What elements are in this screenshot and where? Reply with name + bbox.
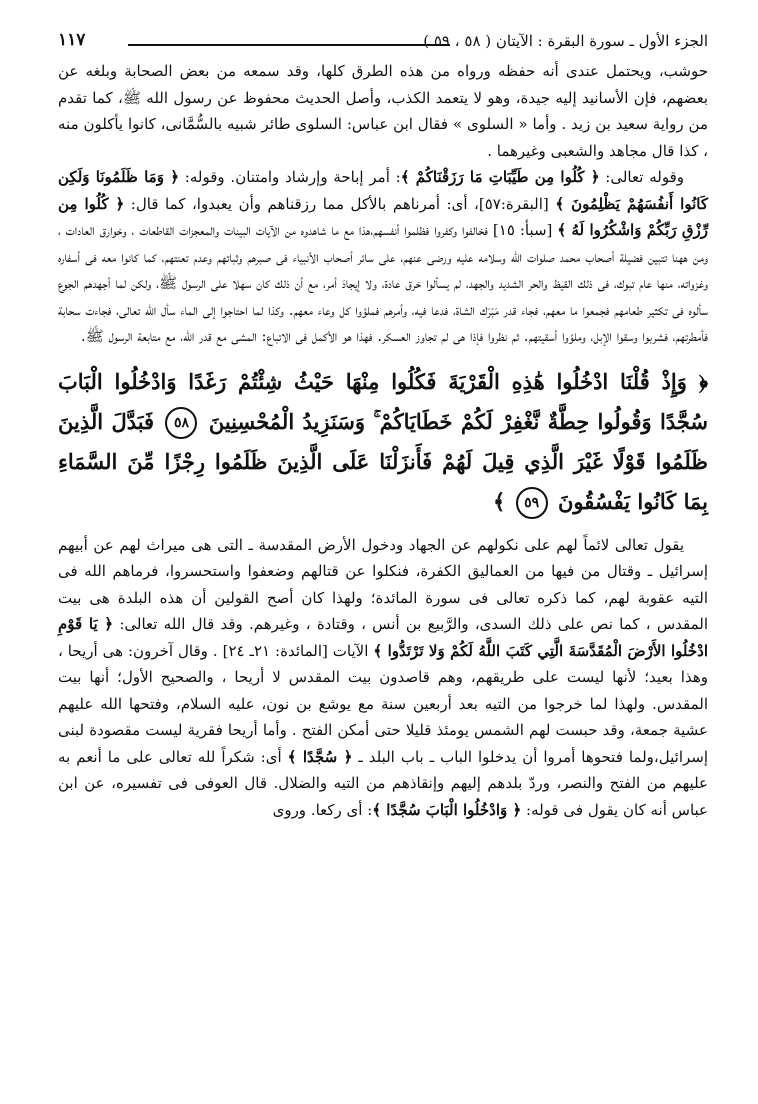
quran-verses-block xyxy=(58,362,708,522)
paragraph-3-text-d: : أى ركعا. وروى xyxy=(272,800,373,819)
paragraph-3-text-c: أى: شكراً لله تعالى على ما أنعم به عليهم من الفتح والنصر، وردّ بلدهم إليهم وإنقاذهم من التيه والضلال. قال العوفى فى تفسيره، عن ابن عباس أنه كان يقول فى قوله: xyxy=(58,747,708,819)
paragraph-2-text-d: [سبأ: ١٥] فخالفوا وكفروا فظلموا أنفسهم،هذا مع ما شاهدوه من الآيات البينات والمعجزات القاطعات ، وخوارق العادات ، ومن ههنا تتبين فضيلة أصحاب محمد صلوات الله وسلامه عليه ورضى عنهم، على سائر أصحاب الأنبياء فى صبرهم وثباتهم وعدم تعنتهم، كما كانوا معه فى أسفاره وغزواته، منها عام تبوك، فى ذلك القيظ والحر الشديد والجهد، لم يسألوا خرق عادة، ولا إيجادَ أمر، مع أن ذلك كان سهلا على الرسول ﷺ، ولكن لما أجهدهم الجوع سألوه فى تكثير طعامهم فجمعوا ما معهم، فجاء قدر مَبْرَك الشاة، فدعا فيه، وأمرهم فملؤوا كل وعاء معهم. وكذا لما احتاجوا إلى الماء سأل الله تعالى، فجاءت سحابة فأمطرتهم، فشربوا وسقوا الإبل، وملؤوا أسقيتهم. ثم نظروا فإذا هى لم تجاوز العسكر. فهذا هو الأكمل فى الاتباع: المشى مع قدر الله، مع متابعة الرسول ﷺ. xyxy=(58,221,708,345)
ayah-marker-59: ٥٩ xyxy=(516,487,548,519)
page-number: ١١٧ xyxy=(58,30,86,50)
quran-quote-4: ﴿ يَا قَوْمِ ادْخُلُوا الأَرْضَ الْمُقَدَّسَةَ الَّتِي كَتَبَ اللَّهُ لَكُمْ وَلا تَرْتَدُّوا ﴾ xyxy=(58,615,709,660)
paragraph-2-text-c: [البقرة:٥٧]، أى: أمرناهم بالأكل مما رزقناهم وأن يعبدوا، كما قال: xyxy=(124,194,556,213)
verse-59-text: فَبَدَّلَ الَّذِينَ ظَلَمُوا قَوْلًا غَيْرَ الَّذِي قِيلَ لَهُمْ فَأَنزَلْنَا عَلَى الَّذِينَ ظَلَمُوا رِجْزًا مِّنَ السَّمَاءِ بِمَا كَانُوا يَفْسُقُونَ xyxy=(58,408,708,514)
verse-close-bracket: ﴾ xyxy=(493,488,506,514)
running-header xyxy=(58,28,708,58)
paragraph-3 xyxy=(58,532,708,824)
paragraph-2-text-b: : أمر إباحة وإرشاد وامتنان. وقوله: xyxy=(179,168,401,186)
quran-quote-6: ﴿ وَادْخُلُوا الْبَابَ سُجَّدًا ﴾ xyxy=(372,800,522,819)
verse-58-text: وَإِذْ قُلْنَا ادْخُلُوا هَٰذِهِ الْقَرْيَةَ فَكُلُوا مِنْهَا حَيْثُ شِئْتُمْ رَغَدًا وَادْخُلُوا الْبَابَ سُجَّدًا وَقُولُوا حِطَّةٌ نَّغْفِرْ لَكُمْ خَطَايَاكُمْ ۚ وَسَنَزِيدُ الْمُحْسِنِينَ xyxy=(58,368,709,434)
paragraph-1-text: حوشب، ويحتمل عندى أنه حفظه ورواه من هذه الطرق كلها، وقد سمعه من بعض الصحابة وبلغه عن بعضهم، فإن الأسانيد إليه جيدة، وهو لا يتعمد الكذب، وأصل الحديث محفوظ عن رسول الله ﷺ، كما تقدم من رواية سعيد بن زيد . وأما « السلوى » فقال ابن عباس: السلوى طائر شبيه بالسُّمَّانى، كانوا يأكلون منه ، كذا قال مجاهد والشعبى وغيرهما . xyxy=(58,62,708,160)
paragraph-1 xyxy=(58,58,708,164)
header-title: الجزء الأول ـ سورة البقرة : الآيتان ( ٥٨ ، ٥٩ ) xyxy=(423,32,708,50)
paragraph-3-text-b: الآيات [المائدة: ٢١ـ ٢٤] . وقال آخرون: هى أريحا ، وهذا بعيد؛ لأنها ليست على طريقهم، وهم قاصدون بيت المقدس لا أريحا ، والصحيح الأول؛ أنها بيت المقدس. ولهذا لما خرجوا من التيه بعد أربعين سنة مع يوشع بن نون، عليه السلام، وفتحها الله عليهم عشية جمعة، وقد حبست لهم الشمس يومئذ قليلا حتى أمكن الفتح . وأما أريحا فقرية ليست مقصودة لبنى إسرائيل،ولما فتحوها أمروا أن يدخلوا الباب ـ باب البلد ـ xyxy=(58,641,708,766)
verse-open-bracket: ﴿ xyxy=(698,368,708,394)
ayah-marker-58: ٥٨ xyxy=(165,407,197,439)
paragraph-3-text-a: يقول تعالى لائماً لهم على نكولهم عن الجهاد ودخول الأرض المقدسة ـ التى هى ميراث لهم عن أبيهم إسرائيل ـ وقتال من فيها من العماليق الكفرة، فنكلوا عن قتالهم وضعفوا واستحسروا، فرماهم الله فى التيه عقوبة لهم، كما ذكره تعالى فى سورة المائدة؛ ولهذا كان أصح القولين أن هذه البلدة هى بيت المقدس ، كما نص على ذلك السدى، والرَّبيع بن أنس ، وقتادة ، وغيرهم. وقد قال الله تعالى: xyxy=(58,535,708,633)
quran-quote-5: ﴿ سُجَّدًا ﴾ xyxy=(287,747,353,766)
quran-quote-3: ﴿ كُلُوا مِن رِّزْقِ رَبِّكُمْ وَاشْكُرُوا لَهُ ﴾ xyxy=(58,194,709,239)
quran-quote-1: ﴿ كُلُوا مِن طَيِّبَاتِ مَا رَزَقْنَاكُمْ ﴾ xyxy=(400,168,600,186)
paragraph-2 xyxy=(58,164,708,350)
book-page xyxy=(58,28,708,823)
header-rule xyxy=(128,44,450,46)
paragraph-2-text-a: وقوله تعالى: xyxy=(599,168,684,186)
quran-quote-2: ﴿ وَمَا ظَلَمُونَا وَلَكِن كَانُوا أَنفُسَهُمْ يَظْلِمُونَ ﴾ xyxy=(58,168,708,213)
